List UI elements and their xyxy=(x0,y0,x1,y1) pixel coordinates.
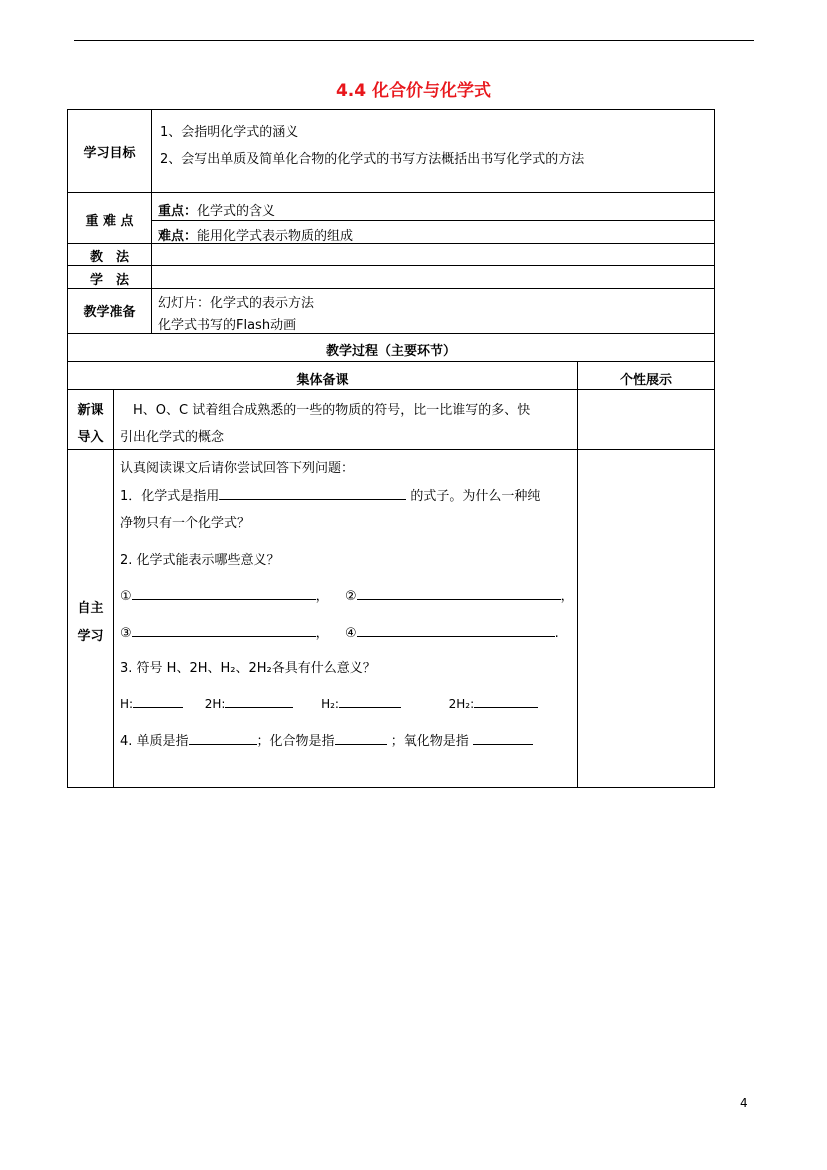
question-1-cont: 净物只有一个化学式？ xyxy=(120,516,251,531)
intro-text: 引出化学式的概念 xyxy=(120,430,225,445)
answer-blank[interactable] xyxy=(357,587,561,600)
difficult-point-label: 难点： xyxy=(158,229,198,244)
key-point-text: 化学式的含义 xyxy=(197,204,276,219)
intro-text: H、O、C 试着组合成熟悉的一些的物质的符号，比一比谁写的多、快 xyxy=(133,403,531,418)
separator: ， xyxy=(315,626,329,641)
answer-blank[interactable] xyxy=(474,695,538,708)
self-study-label: 学习 xyxy=(77,629,104,644)
meaning-row xyxy=(120,622,559,641)
separator: ， xyxy=(315,589,329,604)
circled-3: ③ xyxy=(120,626,132,641)
answer-blank[interactable] xyxy=(133,695,183,708)
preparation-item: 幻灯片：化学式的表示方法 xyxy=(158,296,315,311)
table-border-bottom xyxy=(67,787,715,788)
row-divider xyxy=(67,192,715,193)
key-point xyxy=(158,200,275,219)
row-divider xyxy=(151,220,715,221)
intro-label: 新课 xyxy=(77,403,104,418)
question-2: 2. 化学式能表示哪些意义？ xyxy=(120,553,280,568)
difficult-point xyxy=(158,225,353,244)
self-study-label: 自主 xyxy=(77,601,104,616)
answer-blank[interactable] xyxy=(132,587,316,600)
question-1 xyxy=(120,485,540,504)
key-point-label: 重点： xyxy=(158,204,198,219)
question-3: 3. 符号 H、2H、H₂、2H₂各具有什么意义？ xyxy=(120,661,376,676)
table-border-top xyxy=(67,109,715,110)
header-rule xyxy=(74,40,754,41)
answer-blank[interactable] xyxy=(339,695,401,708)
symbol-label: H₂: xyxy=(321,697,339,711)
circled-2: ② xyxy=(344,589,357,604)
goal-item: 1、会指明化学式的涵义 xyxy=(160,125,299,140)
intro-label: 导入 xyxy=(77,430,104,445)
row-divider xyxy=(67,288,715,289)
symbol-label: H: xyxy=(120,697,134,711)
separator: . xyxy=(554,626,559,641)
question-1-text: 1．化学式是指用 xyxy=(120,489,220,504)
answer-blank[interactable] xyxy=(473,732,533,745)
preparation-label: 教学准备 xyxy=(83,305,136,320)
goal-item: 2、会写出单质及简单化合物的化学式的书写方法概括出书写化学式的方法 xyxy=(160,152,585,167)
separator: ， xyxy=(560,589,574,604)
key-points-label: 重 难 点 xyxy=(85,214,134,229)
circled-4: ④ xyxy=(344,626,357,641)
row-divider xyxy=(67,333,715,334)
question-4-text: 4. 单质是指 xyxy=(120,734,189,749)
preparation-item: 化学式书写的Flash动画 xyxy=(158,318,297,333)
row-divider xyxy=(67,449,715,450)
goals-label: 学习目标 xyxy=(83,146,136,161)
answer-blank[interactable] xyxy=(335,732,387,745)
col-divider xyxy=(577,361,578,788)
answer-blank[interactable] xyxy=(225,695,293,708)
circled-1: ① xyxy=(120,589,132,604)
symbol-label: 2H: xyxy=(204,697,226,711)
question-4-text: ；化合物是指 xyxy=(256,734,335,749)
row-divider xyxy=(67,361,715,362)
difficult-point-text: 能用化学式表示物质的组成 xyxy=(197,229,354,244)
answer-blank[interactable] xyxy=(357,624,555,637)
page-number: 4 xyxy=(740,1096,748,1110)
learning-method-label: 学 法 xyxy=(89,273,129,288)
row-divider xyxy=(67,265,715,266)
col-divider xyxy=(151,109,152,333)
symbol-meanings xyxy=(120,695,538,711)
answer-blank[interactable] xyxy=(189,732,257,745)
process-header: 教学过程（主要环节） xyxy=(325,344,456,359)
answer-blank[interactable] xyxy=(219,487,406,500)
question-4 xyxy=(120,730,533,749)
question-4-text: ；氧化物是指 xyxy=(390,734,469,749)
meaning-row xyxy=(120,585,574,604)
symbol-label: 2H₂: xyxy=(448,697,475,711)
answer-blank[interactable] xyxy=(132,624,316,637)
teaching-method-label: 教 法 xyxy=(89,250,129,265)
document-title: 4.4 化合价与化学式 xyxy=(335,81,492,101)
collective-prep-header: 集体备课 xyxy=(296,373,349,388)
personal-display-header: 个性展示 xyxy=(619,373,672,388)
row-divider xyxy=(67,389,715,390)
col-divider xyxy=(113,389,114,788)
question-1-text: 的式子。为什么一种纯 xyxy=(410,489,541,504)
self-study-intro: 认真阅读课文后请你尝试回答下列问题： xyxy=(120,461,355,476)
